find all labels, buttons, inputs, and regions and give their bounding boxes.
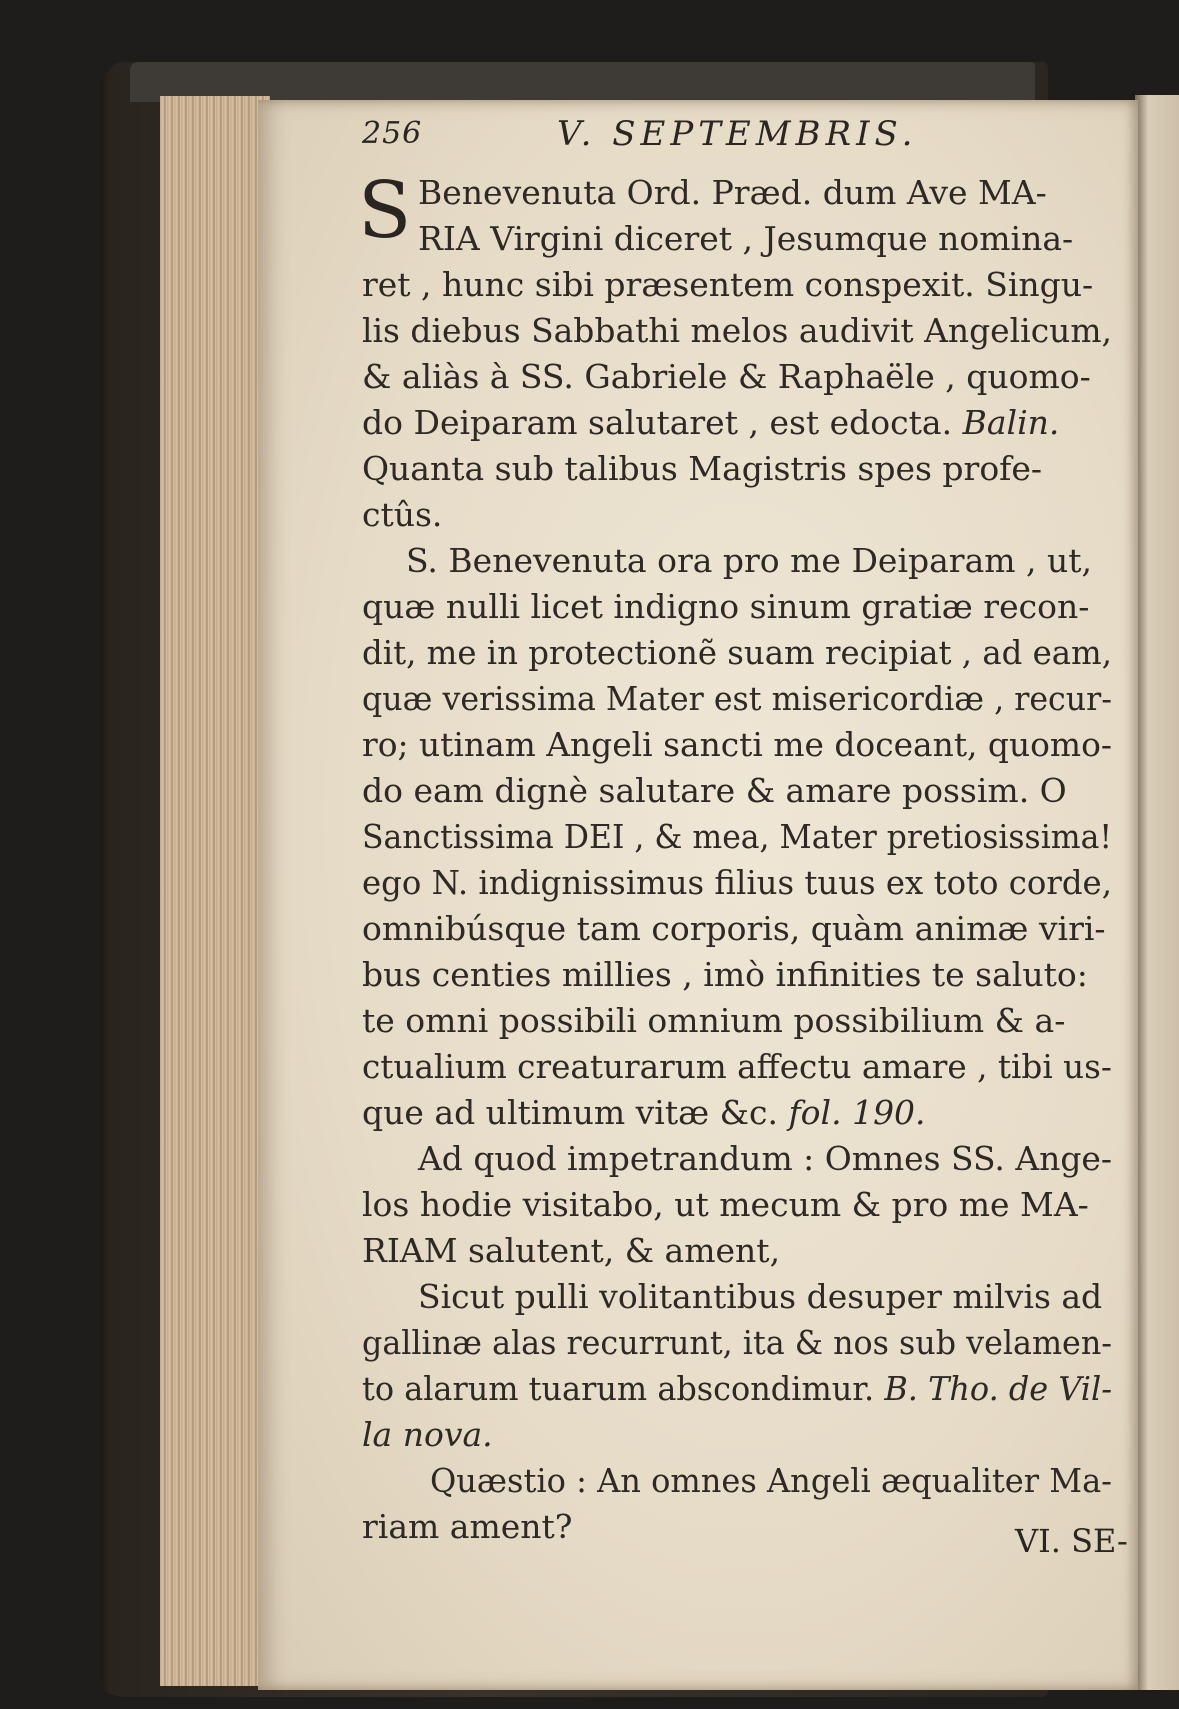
text-line: gallinæ alas recurrunt, ita & nos sub velamen- <box>362 1323 1113 1362</box>
citation-fol: fol. 190. <box>788 1093 926 1132</box>
text-line: RIA Virgini diceret , Jesumque nomina- <box>418 219 1074 258</box>
text-line: los hodie visitabo, ut mecum & pro me MA- <box>362 1185 1089 1224</box>
text-line: ret , hunc sibi præsentem conspexit. Singu- <box>362 265 1094 304</box>
text-line: omnibúsque tam corporis, quàm animæ viri- <box>362 909 1106 948</box>
facing-page-edge <box>1135 95 1179 1690</box>
running-title: V. SEPTEMBRIS. <box>557 114 918 154</box>
text-line: Sicut pulli volitantibus desuper milvis ad <box>418 1277 1103 1316</box>
citation-thomas: B. Tho. de Vil- <box>884 1369 1113 1408</box>
text-line <box>362 1369 1113 1408</box>
text-line: Benevenuta Ord. Præd. dum Ave MA- <box>418 173 1047 212</box>
page-number: 256 <box>362 116 423 151</box>
text-line: bus centies millies , imò infinities te saluto: <box>362 955 1088 994</box>
text-line: riam ament? <box>362 1507 573 1546</box>
text-line: Ad quod impetrandum : Omnes SS. Ange- <box>418 1139 1113 1178</box>
text-line: do eam dignè salutare & amare possim. O <box>362 771 1067 810</box>
text-line: te omni possibili omnium possibilium & a- <box>362 1001 1066 1040</box>
text-line: & aliàs à SS. Gabriele & Raphaële , quomo- <box>362 357 1091 396</box>
text-line <box>362 403 1060 442</box>
text-line: la nova. <box>362 1415 493 1454</box>
text-line: quæ verissima Mater est misericordiæ , recur- <box>362 679 1113 718</box>
text-line: Quanta sub talibus Magistris spes profe- <box>362 449 1043 488</box>
text-line: Quæstio : An omnes Angeli æqualiter Ma- <box>430 1461 1113 1500</box>
catchword: VI. SE- <box>1015 1522 1128 1560</box>
text-line: S. Benevenuta ora pro me Deiparam , ut, <box>406 541 1093 580</box>
text-line <box>362 1093 926 1132</box>
drop-cap: S <box>358 166 412 256</box>
text-line: ctûs. <box>362 495 443 534</box>
page-edges <box>160 96 270 1686</box>
text-line: lis diebus Sabbathi melos audivit Angelicum, <box>362 311 1113 350</box>
text-line: RIAM salutent, & ament, <box>362 1231 781 1270</box>
citation-balin: Balin. <box>962 403 1060 442</box>
text-line: quæ nulli licet indigno sinum gratiæ recon- <box>362 587 1090 626</box>
text-line: ctualium creaturarum affectu amare , tibi us- <box>362 1047 1112 1086</box>
text-line: ego N. indignissimus filius tuus ex toto corde, <box>362 863 1112 902</box>
text-span: que ad ultimum vitæ &c. <box>362 1093 778 1132</box>
text-line: dit, me in protectionẽ suam recipiat , ad eam, <box>362 633 1113 672</box>
text-line: ro; utinam Angeli sancti me doceant, quomo- <box>362 725 1112 764</box>
page-header <box>362 112 1102 162</box>
text-line: Sanctissima DEI , & mea, Mater pretiosissima! <box>362 817 1112 856</box>
text-span: do Deiparam salutaret , est edocta. <box>362 403 953 442</box>
text-span: to alarum tuarum abscondimur. <box>362 1369 875 1408</box>
